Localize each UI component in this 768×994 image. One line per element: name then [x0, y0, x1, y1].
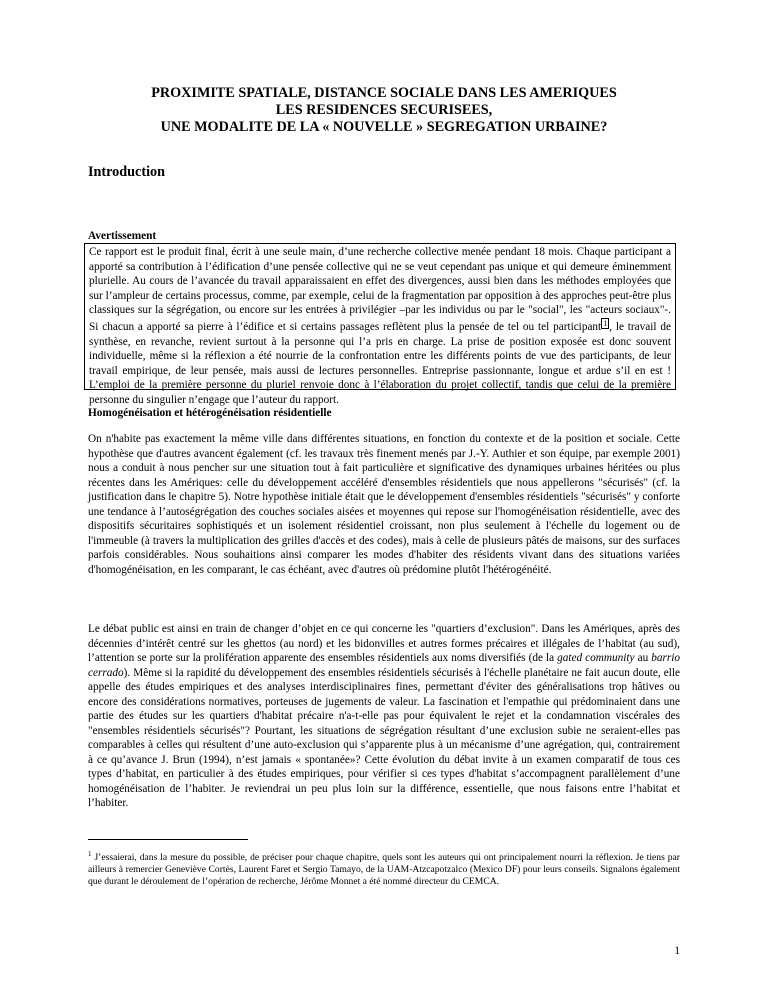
- footnote: [88, 848, 680, 888]
- page-number: 1: [674, 945, 680, 957]
- section-heading: Homogénéisation et hétérogénéisation résidentielle: [88, 407, 332, 419]
- introduction-heading: Introduction: [88, 164, 165, 180]
- title-line-1: PROXIMITE SPATIALE, DISTANCE SOCIALE DANS LES AMERIQUES: [151, 85, 617, 101]
- warning-text-part-1: Ce rapport est le produit final, écrit à une seule main, d’une recherche collective menée pendant 18 mois. Chaque participant a apporté sa contribution à l’édification d’une pensée collective qui ne se veut cependant pas unique et qui demeure éminemment plurielle. Au cours de l’avancée du travail apparaissaient en effet des divergences, aussi bien dans les méthodes employées que sur l’ampleur de certains processus, comme, par exemple, celui de la fragmentation par opposition à des approches peut-être plus classiques sur la ségrégation, ou encore sur les entrées à privilégier –par les individus ou par le "social", les "acteurs sociaux"-. Si chacun a apporté sa pierre à l’édifice et si certains passages reflètent plus la pensée de tel ou tel participant: [89, 246, 671, 333]
- paragraph-1: On n'habite pas exactement la même ville dans différentes situations, en fonction du contexte et de la position et sociale. Cette hypothèse que d'autres avancent également (cf. les travaux très finement menés par J.-Y. Authier et son équipe, par exemple 2001) nous a conduit à nous pencher sur une situation tout à fait particulière et significative des dynamiques urbaines héritées ou plus récentes dans les Amériques: celle du développement accéléré d'ensembles résidentiels que nous appellerons "sécurisés" (cf. la justification dans le chapitre 5). Notre hypothèse initiale était que le développement d'ensembles résidentiels "sécurisés" y conforte une tendance à l’autoségrégation des couches sociales aisées et moyennes qui repose sur l'homogénéisation résidentielle, avec des dispositifs sécuritaires sophistiqués et un isolement résidentiel croissant, non plus seulement à l'échelle du logement ou de l'immeuble (à travers la multiplication des grilles d'accès et des codes), mais à celle de plusieurs pâtés de maisons, sur des surfaces parfois considérables. Nous souhaitions ainsi comparer les modes d'habiter des résidents vivant dans des situations variées d'homogénéisation, en les comparant, le cas échéant, avec d'autres où prédomine plutôt l'hétérogénéité.: [88, 433, 680, 576]
- warning-text-part-2: , le travail de synthèse, en revanche, revient surtout à la personne qui l’a pris en charge. La prise de position exposée est donc souvent individuelle, même si la réflexion a été nourrie de la confrontation entre les différents points de vue des participants, de leur travail empirique, de leur pensée, mais aussi de lectures personnelles. Entreprise passionnante, longue et ardue s’il en est ! L’emploi de la première personne du pluriel renvoie donc à l’élaboration du projet collectif, tandis que celui de la première personne du singulier n’engage que l’auteur du rapport.: [89, 320, 671, 406]
- paragraph-2-italic-1: gated community: [557, 652, 635, 664]
- warning-heading: Avertissement: [88, 230, 157, 242]
- footnote-separator: [88, 839, 248, 840]
- footnote-number: 1: [88, 850, 92, 858]
- document-title: [60, 85, 708, 136]
- title-line-2: LES RESIDENCES SECURISEES,: [275, 102, 493, 118]
- footnote-reference[interactable]: 1: [603, 318, 608, 328]
- warning-box: [84, 243, 676, 406]
- paragraph-2-part-3: ). Même si la rapidité du développement des ensembles résidentiels sécurisés à l'échelle planétaire ne fait aucun doute, elle appelle des études empiriques et des analyses interdisciplinaires fines, permettant d'éviter des généralisations trop hâtives ou encore des considérations normatives, porteuses de jugements de valeur. La fascination et l'empathie qui prédominaient dans une partie des études sur les quartiers d'habitat précaire n'a-t-elle pas pour équivalent le rejet et la condamnation viscérales des "ensembles résidentiels sécurisés"? Pourtant, les situations de ségrégation résultant d’une exclusion subie ne seraient-elles pas comparables à celles qui résultent d’une auto-exclusion qui s’apparente plus à un mécanisme d’une agrégation, qui, contrairement à ce qu’avance J. Brun (1994), n’est jamais « spontanée»? Cette évolution du débat invite à un examen comparatif de tous ces types d’habitat, en particulier à des études empiriques, pour vérifier si ces types d'habitat s’accompagnent parallèlement d’une homogénéisation de l’habiter. Je reviendrai un peu plus loin sur la différence, essentielle, que nous faisons entre l’habitat et l’habiter.: [88, 666, 680, 809]
- paragraph-2-part-1: Le débat public est ainsi en train de changer d’objet en ce qui concerne les "quartiers d’exclusion". Dans les Amériques, après des décennies d’intérêt centré sur les ghettos (au nord) et les bidonvilles et autres formes précaires et illégales de l’habitat (au sud), l’attention se porte sur la prolifération apparente des ensembles résidentiels aux noms diversifiés (de la: [88, 623, 680, 664]
- paragraph-2: [88, 622, 680, 811]
- paragraph-2-part-2: au: [634, 652, 652, 664]
- footnote-text: J’essaierai, dans la mesure du possible, de préciser pour chaque chapitre, quels sont les auteurs qui ont principalement nourri la réflexion. Je tiens par ailleurs à remercier Geneviève Cortès, Laurent Faret et Sergio Tamayo, de la UAM-Atzcapotzalco (Mexico DF) pour leurs conseils. Signalons également que durant le déroulement de l’opération de recherche, Jérôme Monnet a été nommé directeur du CEMCA.: [88, 852, 680, 888]
- paragraph-2-italic-2: barrio cerrado: [88, 652, 681, 679]
- title-line-3: UNE MODALITE DE LA « NOUVELLE » SEGREGATION URBAINE?: [160, 119, 608, 135]
